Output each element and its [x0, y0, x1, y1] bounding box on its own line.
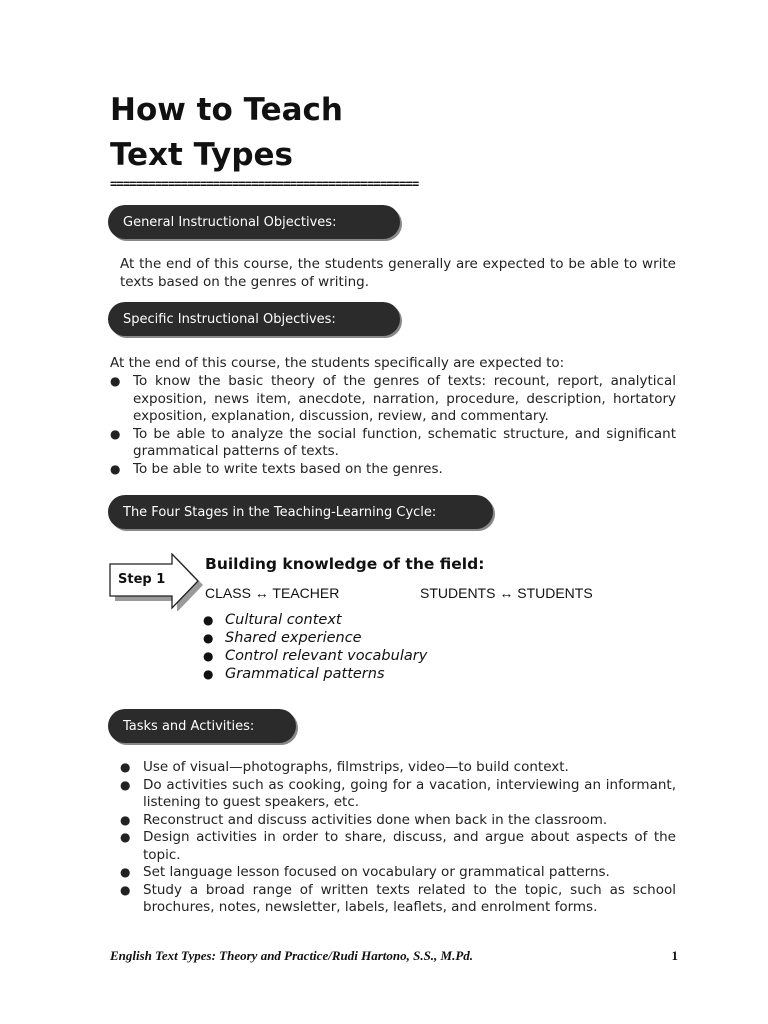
list-item [118, 759, 676, 777]
bullet-icon: ● [110, 426, 121, 441]
list-item [108, 373, 676, 426]
list-item [203, 611, 427, 629]
list-item-text: To be able to write texts based on the genres. [133, 460, 443, 477]
footer-citation: English Text Types: Theory and Practice/Rudi Hartono, S.S., M.Pd. [110, 948, 474, 963]
list-item-text: To know the basic theory of the genres of texts: recount, report, analytical exposition, news item, anecdote, narration, procedure, description, hortatory exposition, explanation, discussion, review, and commentary. [133, 373, 676, 424]
bullet-icon: ● [120, 777, 131, 792]
list-item-text: Design activities in order to share, discuss, and argue about aspects of the topic. [143, 829, 676, 863]
list-item [118, 864, 676, 882]
list-item [108, 426, 676, 461]
bullet-icon: ● [120, 865, 131, 879]
page-title [110, 88, 343, 178]
step-title: Building knowledge of the field: [205, 555, 485, 573]
page-footer [110, 948, 678, 964]
specific-objectives-heading: Specific Instructional Objectives: [108, 302, 400, 336]
specific-objectives-list [108, 373, 676, 478]
list-item [203, 665, 427, 683]
title-rule: ================================================ [110, 177, 419, 191]
bullet-icon: ● [120, 882, 131, 897]
bullet-icon: ● [110, 461, 121, 476]
general-objectives-text: At the end of this course, the students generally are expected to be able to write texts based on the genres of writing. [120, 256, 676, 290]
list-item-text: Set language lesson focused on vocabulary or grammatical patterns. [143, 864, 610, 880]
list-item [203, 647, 427, 665]
page-number: 1 [671, 948, 678, 963]
list-item [203, 629, 427, 647]
four-stages-heading: The Four Stages in the Teaching-Learning Cycle: [108, 495, 493, 529]
bullet-icon: ● [203, 649, 214, 663]
bullet-icon: ● [110, 374, 121, 388]
specific-objectives-intro: At the end of this course, the students specifically are expected to: [110, 355, 565, 371]
list-item [118, 812, 676, 830]
step-points-list [203, 611, 427, 683]
list-item-text: Shared experience [225, 630, 362, 646]
list-item [118, 777, 676, 812]
list-item-text: Grammatical patterns [225, 666, 385, 682]
list-item [118, 882, 676, 917]
bullet-icon: ● [203, 667, 214, 681]
bullet-icon: ● [203, 613, 214, 627]
bullet-icon: ● [120, 830, 131, 844]
bullet-icon: ● [203, 631, 214, 645]
bullet-icon: ● [120, 760, 131, 774]
tasks-activities-heading: Tasks and Activities: [108, 709, 296, 743]
list-item-text: Use of visual—photographs, filmstrips, video—to build context. [143, 759, 569, 775]
bullet-icon: ● [120, 812, 131, 827]
list-item-text: Reconstruct and discuss activities done when back in the classroom. [143, 811, 608, 828]
title-line-2: Text Types [110, 137, 294, 173]
list-item-text: Do activities such as cooking, going for a vacation, interviewing an informant, listening to guest speakers, etc. [143, 776, 676, 810]
list-item [108, 461, 676, 479]
tasks-activities-list [118, 759, 676, 917]
list-item-text: Study a broad range of written texts related to the topic, such as school brochures, notes, newsletter, labels, leaflets, and enrolment forms. [143, 881, 676, 915]
list-item [118, 829, 676, 864]
flow-students-students: STUDENTS ↔ STUDENTS [420, 585, 593, 601]
list-item-text: Cultural context [225, 612, 342, 628]
general-objectives-heading: General Instructional Objectives: [108, 205, 400, 239]
title-line-1: How to Teach [110, 92, 343, 128]
step-label: Step 1 [118, 572, 166, 587]
list-item-text: Control relevant vocabulary [225, 648, 428, 664]
flow-class-teacher: CLASS ↔ TEACHER [205, 585, 340, 601]
list-item-text: To be able to analyze the social function, schematic structure, and significant grammatical patterns of texts. [133, 425, 676, 459]
